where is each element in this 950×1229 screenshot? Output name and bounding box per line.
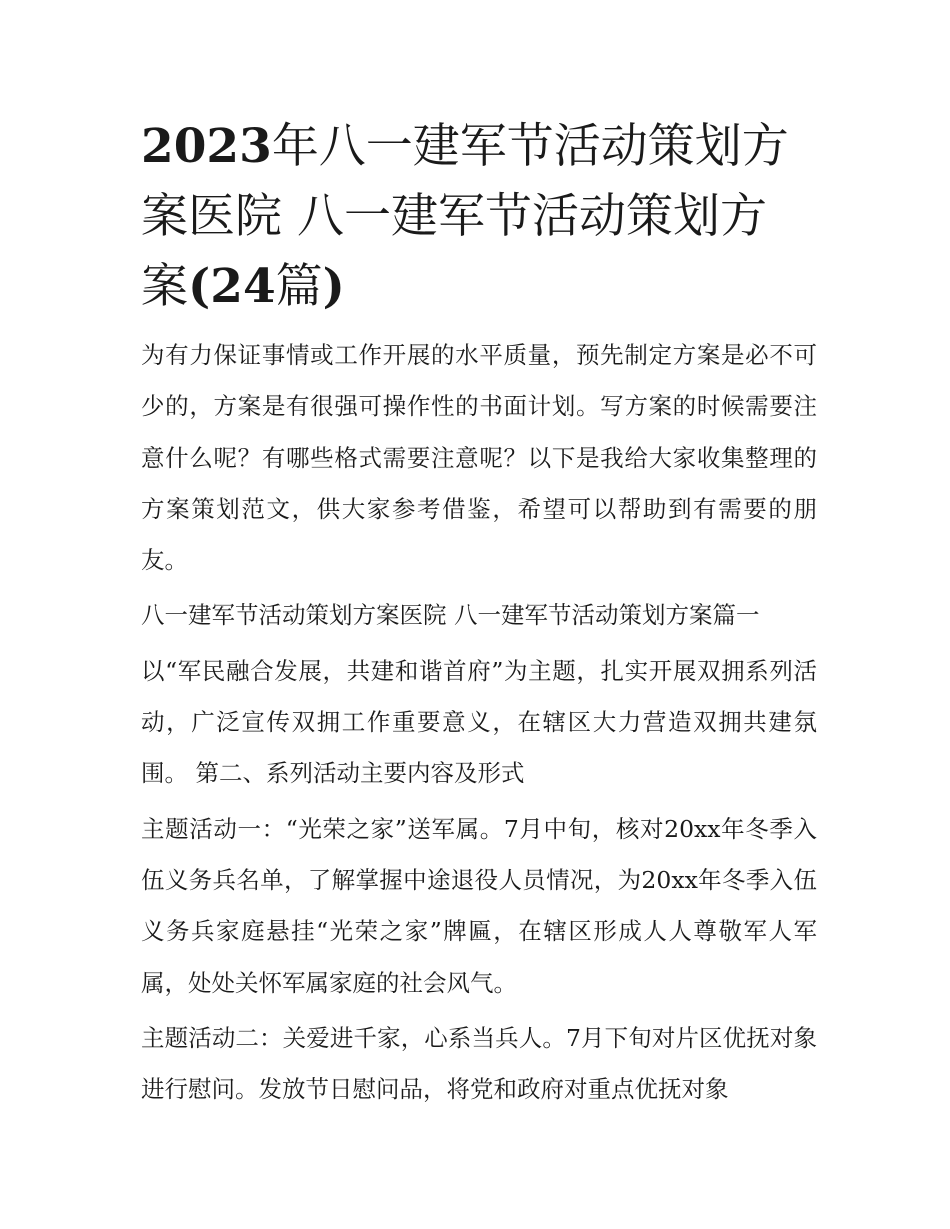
title-count-unit: 篇 [275,259,323,314]
title-count-open: (24 [188,259,276,314]
paragraph-theme: 以“军民融合发展，共建和谐首府”为主题，扎实开展双拥系列活动，广泛宣传双拥工作重要意义，在辖区大力营造双拥共建氛围。 第二、系列活动主要内容及形式 [141,656,817,788]
paragraph-intro: 为有力保证事情或工作开展的水平质量，预先制定方案是必不可少的，方案是有很强可操作性的书面计划。写方案的时候需要注意什么呢？有哪些格式需要注意呢？以下是我给大家收集整理的方案策划范文，供大家参考借鉴，希望可以帮助到有需要的朋友。 [141,341,817,575]
title-line-2: 案医院 八一建军节活动策划方 [141,189,767,244]
document-page [141,112,817,1115]
paragraph-section-heading: 八一建军节活动策划方案医院 八一建军节活动策划方案篇一 [141,601,760,630]
title-count-close: ) [322,259,345,314]
paragraph-activity-1: 主题活动一：“光荣之家”送军属。7月中旬，核对20xx年冬季入伍义务兵名单，了解掌握中途退役人员情况，为20xx年冬季入伍义务兵家庭悬挂“光荣之家”牌匾，在辖区形成人人尊敬军人军属，处处关怀军属家庭的社会风气。 [141,814,817,997]
title-line-3 [141,252,817,322]
paragraph-activity-2: 主题活动二：关爱进千家，心系当兵人。7月下旬对片区优抚对象进行慰问。发放节日慰问品，将党和政府对重点优抚对象 [141,1023,817,1104]
document-title [141,112,817,322]
title-year: 2023 [141,119,272,174]
title-line-1-text: 年八一建军节活动策划方 [271,119,789,174]
title-line-1 [141,112,817,182]
title-line-3-pre: 案 [141,259,188,314]
